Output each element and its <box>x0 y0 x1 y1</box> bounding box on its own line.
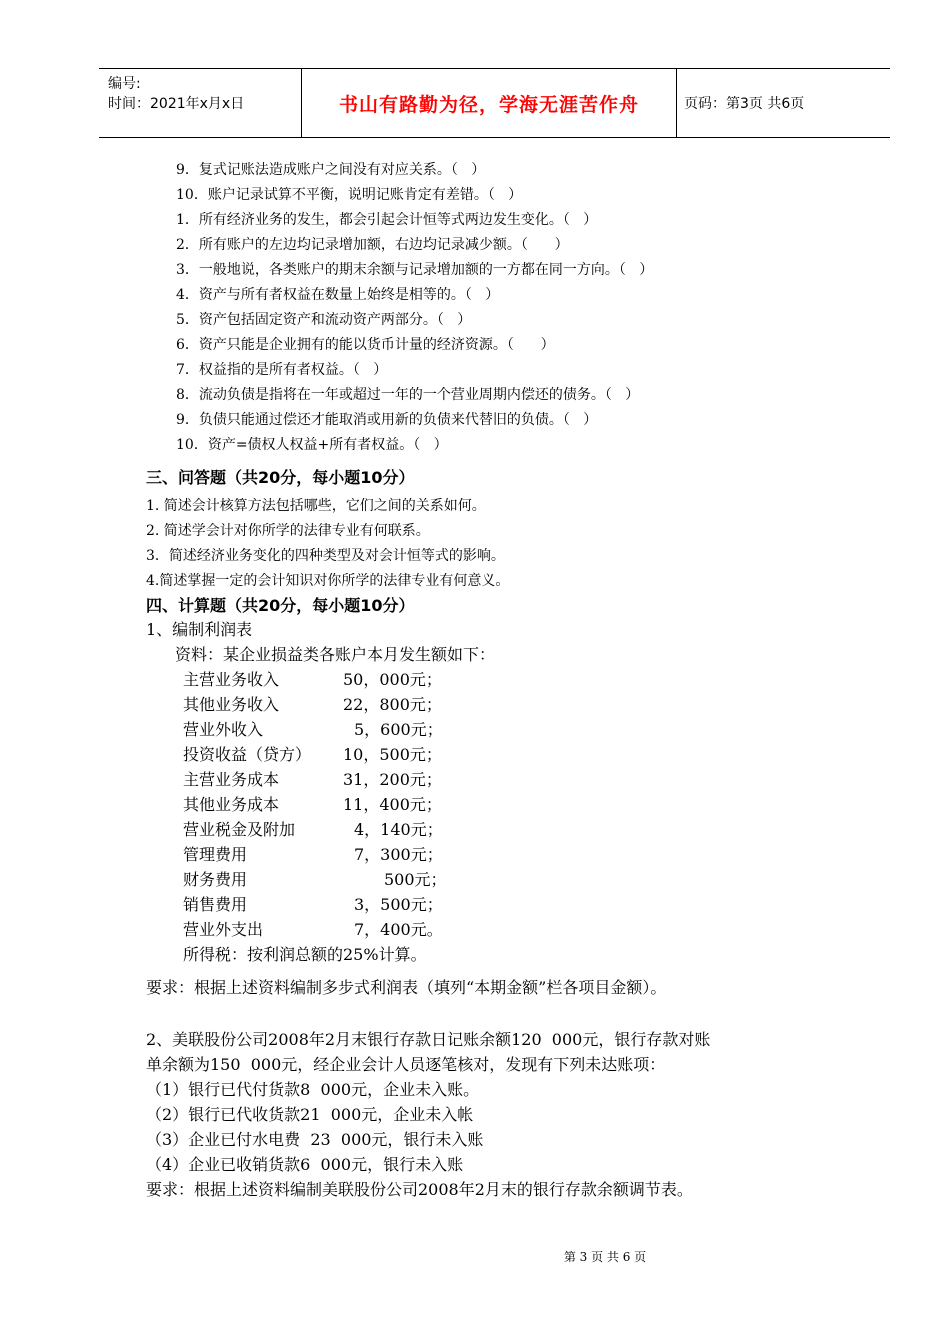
account-name: 营业税金及附加 <box>183 820 296 839</box>
judgement-item: 10．资产=债权人权益+所有者权益。（ ） <box>176 437 448 453</box>
q1-title: 1、编制利润表 <box>146 620 253 639</box>
account-name: 其他业务收入 <box>183 695 280 714</box>
judgement-item: 9．负债只能通过偿还才能取消或用新的负债来代替旧的负债。（ ） <box>176 412 598 428</box>
judgement-item: 5．资产包括固定资产和流动资产两部分。（ ） <box>176 312 472 328</box>
account-amount: 4，140元； <box>354 820 443 839</box>
q2-requirement: 要求：根据上述资料编制美联股份公司2008年2月末的银行存款余额调节表。 <box>146 1180 693 1199</box>
account-amount: 22，800元； <box>343 695 442 714</box>
account-name: 其他业务成本 <box>183 795 280 814</box>
q1-requirement: 要求：根据上述资料编制多步式利润表（填列“本期金额”栏各项目金额）。 <box>146 978 667 997</box>
q2-item: （3）企业已付水电费 23 000元，银行未入账 <box>146 1130 484 1149</box>
judgement-item: 7．权益指的是所有者权益。（ ） <box>176 362 388 378</box>
judgement-item: 9．复式记账法造成账户之间没有对应关系。（ ） <box>176 162 486 178</box>
q2-item: （4）企业已收销货款6 000元，银行未入账 <box>146 1155 464 1174</box>
number-label: 编号: <box>108 76 141 92</box>
account-amount: 500元； <box>384 870 447 889</box>
question-item: 4.简述掌握一定的会计知识对你所学的法律专业有何意义。 <box>146 573 510 589</box>
q2-item: （1）银行已代付货款8 000元，企业未入账。 <box>146 1080 480 1099</box>
account-name: 销售费用 <box>183 895 248 914</box>
question-item: 1. 简述会计核算方法包括哪些，它们之间的关系如何。 <box>146 498 486 514</box>
account-name: 营业外支出 <box>183 920 264 939</box>
account-amount: 7，300元； <box>354 845 443 864</box>
judgement-item: 8．流动负债是指将在一年或超过一年的一个营业周期内偿还的债务。（ ） <box>176 387 640 403</box>
judgement-item: 6．资产只能是企业拥有的能以货币计量的经济资源。（ ） <box>176 337 555 353</box>
judgement-item: 4．资产与所有者权益在数量上始终是相等的。（ ） <box>176 287 500 303</box>
judgement-item: 1．所有经济业务的发生，都会引起会计恒等式两边发生变化。（ ） <box>176 212 598 228</box>
time-label: 时间：2021年x月x日 <box>108 96 245 112</box>
account-name: 财务费用 <box>183 870 248 889</box>
header-meta <box>99 69 301 137</box>
section-3-title: 三、问答题（共20分，每小题10分） <box>146 468 415 487</box>
page-footer <box>0 1248 950 1265</box>
judgement-item: 2．所有账户的左边均记录增加额，右边均记录减少额。（ ） <box>176 237 569 253</box>
account-amount: 3，500元； <box>354 895 443 914</box>
footer-page-number: 第 3 页 共 6 页 <box>563 1250 647 1264</box>
account-name: 管理费用 <box>183 845 248 864</box>
section-4-title: 四、计算题（共20分，每小题10分） <box>146 596 415 615</box>
q1-intro: 资料：某企业损益类各账户本月发生额如下： <box>175 645 496 664</box>
account-name: 投资收益（贷方） <box>183 745 312 764</box>
q2-paragraph-line: 单余额为150 000元，经企业会计人员逐笔核对，发现有下列未达账项： <box>146 1055 666 1074</box>
account-name: 主营业务收入 <box>183 670 280 689</box>
tax-note: 所得税：按利润总额的25%计算。 <box>183 945 427 964</box>
q2-paragraph-line: 2、美联股份公司2008年2月末银行存款日记账余额120 000元，银行存款对账 <box>146 1030 711 1049</box>
account-amount: 11，400元； <box>343 795 442 814</box>
judgement-item: 3．一般地说，各类账户的期末余额与记录增加额的一方都在同一方向。（ ） <box>176 262 654 278</box>
page-info: 页码：第3页 共6页 <box>684 96 805 112</box>
account-name: 营业外收入 <box>183 720 264 739</box>
question-item: 2. 简述学会计对你所学的法律专业有何联系。 <box>146 523 430 539</box>
account-amount: 10，500元； <box>343 745 442 764</box>
judgement-item: 10．账户记录试算不平衡，说明记账肯定有差错。（ ） <box>176 187 523 203</box>
account-amount: 7，400元。 <box>354 920 443 939</box>
account-amount: 5，600元； <box>354 720 443 739</box>
header-motto-cell <box>301 69 677 137</box>
header-page-cell <box>676 69 890 137</box>
q2-item: （2）银行已代收货款21 000元，企业未入帐 <box>146 1105 474 1124</box>
account-amount: 50，000元； <box>343 670 442 689</box>
account-name: 主营业务成本 <box>183 770 280 789</box>
question-item: 3．简述经济业务变化的四种类型及对会计恒等式的影响。 <box>146 548 505 564</box>
page-header <box>99 68 890 138</box>
motto: 书山有路勤为径，学海无涯苦作舟 <box>338 93 639 116</box>
account-amount: 31，200元； <box>343 770 442 789</box>
